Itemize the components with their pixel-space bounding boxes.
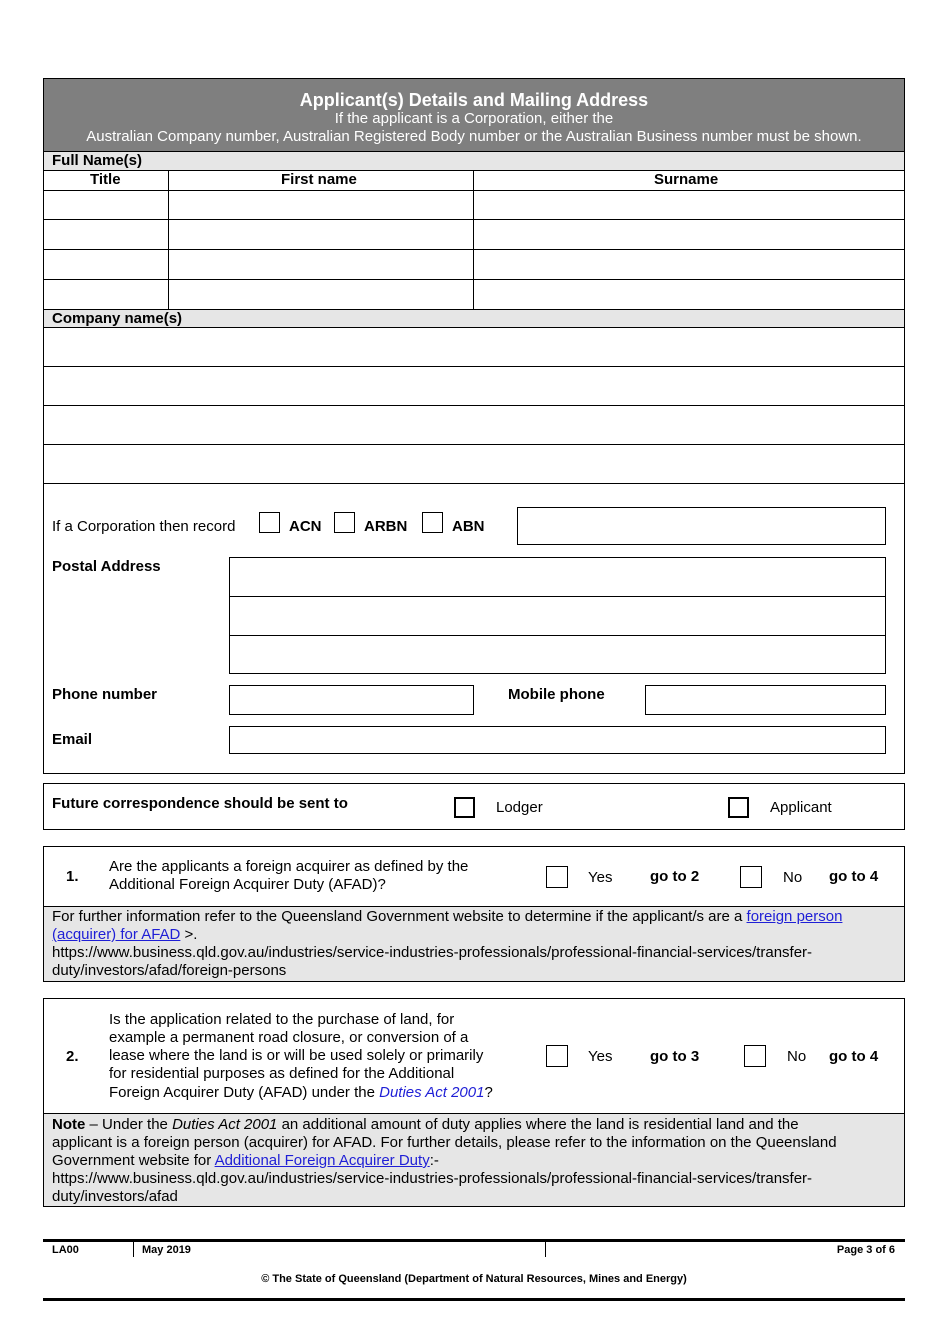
q1-text-2: Additional Foreign Acquirer Duty (AFAD)?: [109, 876, 386, 893]
name-surname-2[interactable]: [474, 220, 904, 249]
abn-checkbox[interactable]: [422, 512, 443, 533]
postal-address-input[interactable]: [229, 557, 886, 674]
company-name-2[interactable]: [44, 367, 904, 405]
company-name-1[interactable]: [44, 328, 904, 366]
name-first-3[interactable]: [169, 250, 473, 279]
section-subtitle-2: Australian Company number, Australian Registered Body number or the Australian Business number must be shown.: [86, 128, 862, 145]
name-surname-3[interactable]: [474, 250, 904, 279]
q1-no-goto: go to 4: [829, 868, 879, 885]
q1-info-line-3: https://www.business.qld.gov.au/industries/service-industries-professionals/professional-financial-services/transfer-: [52, 944, 813, 961]
phone-label: Phone number: [52, 686, 158, 703]
email-label: Email: [52, 731, 93, 748]
name-title-3[interactable]: [44, 250, 168, 279]
section-header: [43, 78, 905, 152]
q2-note-line-2: applicant is a foreign person (acquirer) for AFAD. For further details, please refer to the information on the Queensland: [52, 1134, 837, 1151]
col-header-surname: Surname: [654, 171, 719, 188]
col-header-title: Title: [90, 171, 121, 188]
q2-note-line-5: duty/investors/afad: [52, 1188, 178, 1205]
q2-yes-goto: go to 3: [650, 1048, 700, 1065]
q1-info-line-2: (acquirer) for AFAD >.: [52, 926, 198, 943]
q1-yes-goto: go to 2: [650, 868, 700, 885]
q2-text-1: Is the application related to the purchase of land, for: [109, 1011, 455, 1028]
foreign-person-link-cont[interactable]: (acquirer) for AFAD: [52, 926, 181, 943]
q2-no-goto: go to 4: [829, 1048, 879, 1065]
email-input[interactable]: [229, 726, 886, 754]
q2-no-label: No: [787, 1048, 807, 1065]
abn-label: ABN: [452, 518, 485, 535]
corporation-label: If a Corporation then record: [52, 518, 236, 535]
lodger-label: Lodger: [496, 799, 543, 816]
afad-link[interactable]: Additional Foreign Acquirer Duty: [214, 1152, 430, 1169]
q2-text-5: Foreign Acquirer Duty (AFAD) under the Duties Act 2001?: [109, 1084, 493, 1101]
name-surname-4[interactable]: [474, 280, 904, 309]
company-label: Company name(s): [52, 310, 183, 327]
q1-text-1: Are the applicants a foreign acquirer as defined by the: [109, 858, 469, 875]
q1-info-line-1: For further information refer to the Queensland Government website to determine if the applicant/s are a foreign person: [52, 908, 843, 925]
q1-info-line-4: duty/investors/afad/foreign-persons: [52, 962, 287, 979]
corporation-number-input[interactable]: [517, 507, 886, 545]
section-title: Applicant(s) Details and Mailing Address: [299, 90, 649, 110]
footer-rule-bottom: [43, 1298, 905, 1301]
acn-checkbox[interactable]: [259, 512, 280, 533]
col-header-first-name: First name: [281, 171, 357, 188]
q1-no-label: No: [783, 869, 803, 886]
q2-text-3: lease where the land is or will be used solely or primarily: [109, 1047, 484, 1064]
name-title-4[interactable]: [44, 280, 168, 309]
name-first-4[interactable]: [169, 280, 473, 309]
q2-note-line-1: Note – Under the Duties Act 2001 an additional amount of duty applies where the land is residential land and the: [52, 1116, 799, 1133]
mobile-label: Mobile phone: [508, 686, 605, 703]
foreign-person-link[interactable]: foreign person: [746, 908, 843, 925]
company-name-3[interactable]: [44, 406, 904, 444]
footer-copyright: © The State of Queensland (Department of Natural Resources, Mines and Energy): [261, 1273, 687, 1285]
footer-form-code: LA00: [52, 1244, 79, 1256]
q1-yes-label: Yes: [588, 869, 613, 886]
q2-yes-label: Yes: [588, 1048, 613, 1065]
correspondence-label: Future correspondence should be sent to: [52, 795, 348, 812]
name-title-2[interactable]: [44, 220, 168, 249]
full-names-label: Full Name(s): [52, 152, 143, 169]
postal-address-label: Postal Address: [52, 558, 161, 575]
q2-number: 2.: [66, 1048, 79, 1065]
applicant-checkbox[interactable]: [728, 797, 749, 818]
q2-yes-checkbox[interactable]: [546, 1045, 568, 1067]
name-surname-1[interactable]: [474, 191, 904, 219]
lodger-checkbox[interactable]: [454, 797, 475, 818]
q2-no-checkbox[interactable]: [744, 1045, 766, 1067]
arbn-label: ARBN: [364, 518, 408, 535]
acn-label: ACN: [289, 518, 322, 535]
company-label-row: [43, 309, 905, 327]
footer-date: May 2019: [142, 1244, 191, 1256]
mobile-input[interactable]: [645, 685, 886, 715]
q2-note-line-4: https://www.business.qld.gov.au/industries/service-industries-professionals/professional-financial-services/transfer-: [52, 1170, 813, 1187]
q2-text-2: example a permanent road closure, or conversion of a: [109, 1029, 469, 1046]
full-names-label-row: [43, 152, 905, 170]
q1-no-checkbox[interactable]: [740, 866, 762, 888]
name-first-1[interactable]: [169, 191, 473, 219]
applicant-label: Applicant: [770, 799, 832, 816]
phone-input[interactable]: [229, 685, 474, 715]
footer-page-number: Page 3 of 6: [836, 1244, 895, 1256]
q2-note-line-3: Government website for Additional Foreign Acquirer Duty:-: [52, 1152, 439, 1169]
section-subtitle-1: If the applicant is a Corporation, either the: [334, 110, 614, 127]
q1-number: 1.: [66, 868, 79, 885]
q1-yes-checkbox[interactable]: [546, 866, 568, 888]
name-title-1[interactable]: [44, 191, 168, 219]
arbn-checkbox[interactable]: [334, 512, 355, 533]
footer-rule-top: [43, 1239, 905, 1242]
name-first-2[interactable]: [169, 220, 473, 249]
duties-act-ref: Duties Act 2001: [379, 1084, 485, 1101]
company-name-4[interactable]: [44, 445, 904, 483]
q2-text-4: for residential purposes as defined for the Additional: [109, 1065, 455, 1082]
